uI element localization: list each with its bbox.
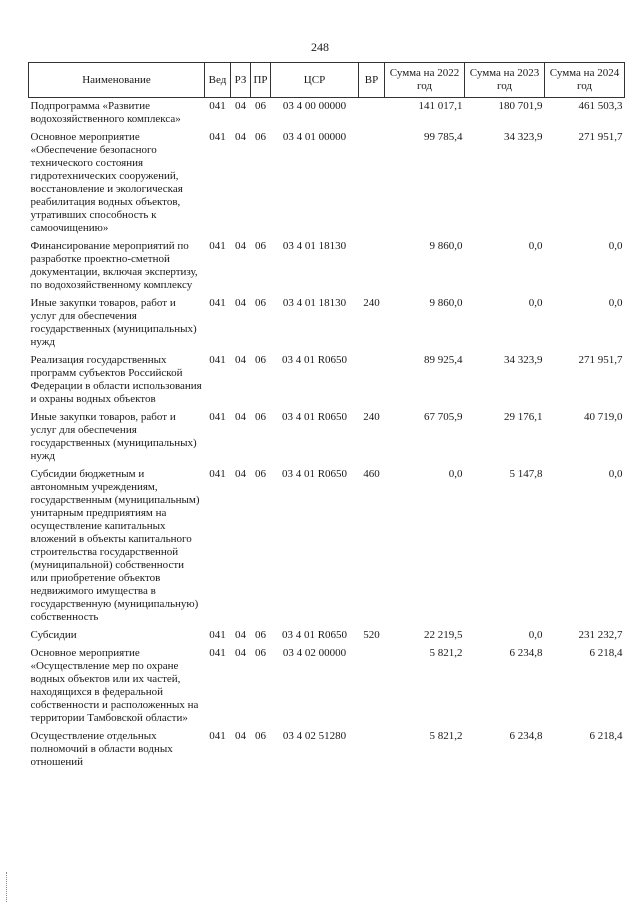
- cell-ved: 041: [209, 131, 226, 143]
- cell-sum-2024: 231 232,7: [578, 629, 623, 641]
- cell-name: Финансирование мероприятий по разработке проектно-сметной документации, включая экспертизу, по водохозяйственному комплексу: [30, 240, 198, 291]
- cell-sum-2024: 271 951,7: [578, 131, 623, 143]
- table-body: [29, 98, 625, 773]
- table-row: [29, 295, 625, 352]
- cell-sum-2024: 0,0: [608, 468, 623, 480]
- header-pr: ПР: [251, 63, 271, 98]
- cell-name: Основное мероприятие «Осуществление мер по охране водных объектов или их частей, находящихся в федеральной собственности и расположенных на территории Тамбовской области»: [30, 647, 199, 724]
- table-header-row: [29, 63, 625, 98]
- cell-pr: 06: [255, 354, 266, 366]
- cell-sum-2022: 9 860,0: [429, 297, 463, 309]
- cell-sum-2024: 0,0: [608, 240, 623, 252]
- cell-name: Иные закупки товаров, работ и услуг для обеспечения государственных (муниципальных) нужд: [30, 297, 197, 348]
- cell-pr: 06: [255, 131, 266, 143]
- header-sum-2022: Сумма на 2022 год: [385, 63, 465, 98]
- cell-csr: 03 4 02 00000: [282, 647, 347, 659]
- cell-rz: 04: [235, 411, 246, 423]
- cell-sum-2022: 89 925,4: [424, 354, 463, 366]
- table-row: [29, 466, 625, 627]
- cell-sum-2023: 29 176,1: [504, 411, 543, 423]
- header-vr: ВР: [359, 63, 385, 98]
- cell-sum-2023: 180 701,9: [498, 100, 543, 112]
- cell-rz: 04: [235, 354, 246, 366]
- cell-name: Иные закупки товаров, работ и услуг для обеспечения государственных (муниципальных) нужд: [30, 411, 197, 462]
- cell-name: Осуществление отдельных полномочий в области водных отношений: [30, 730, 173, 768]
- table-row: [29, 98, 625, 130]
- cell-csr: 03 4 01 R0650: [281, 629, 348, 641]
- cell-sum-2024: 40 719,0: [584, 411, 623, 423]
- header-name: Наименование: [29, 63, 205, 98]
- cell-pr: 06: [255, 468, 266, 480]
- cell-pr: 06: [255, 629, 266, 641]
- table-row: [29, 645, 625, 728]
- cell-sum-2022: 5 821,2: [429, 730, 463, 742]
- cell-rz: 04: [235, 131, 246, 143]
- cell-sum-2023: 0,0: [528, 629, 543, 641]
- cell-sum-2023: 5 147,8: [509, 468, 543, 480]
- cell-csr: 03 4 01 R0650: [281, 411, 348, 423]
- cell-name: Реализация государственных программ субъектов Российской Федерации в области использования и охраны водных объектов: [30, 354, 202, 405]
- cell-pr: 06: [255, 240, 266, 252]
- cell-csr: 03 4 01 18130: [282, 240, 347, 252]
- cell-name: Субсидии бюджетным и автономным учреждениям, государственным (муниципальным) унитарным предприятиям на осуществление капитальных вложений в объекты капитального строительства государственной (муниципальной) собственности или приобретение объектов недвижимого имущества в государственную (муниципальную) собственность: [30, 468, 200, 623]
- cell-sum-2024: 461 503,3: [578, 100, 623, 112]
- cell-sum-2022: 67 705,9: [424, 411, 463, 423]
- cell-rz: 04: [235, 468, 246, 480]
- cell-rz: 04: [235, 100, 246, 112]
- cell-name: Основное мероприятие «Обеспечение безопасного технического состояния гидротехнических сооружений, восстановление и экологическая реабилитация водных объектов, утративших способность к самоочищению»: [30, 131, 183, 234]
- cell-name: Подпрограмма «Развитие водохозяйственного комплекса»: [30, 100, 181, 125]
- table-row: [29, 352, 625, 409]
- cell-csr: 03 4 01 18130: [282, 297, 347, 309]
- cell-rz: 04: [235, 240, 246, 252]
- cell-sum-2022: 22 219,5: [424, 629, 463, 641]
- cell-ved: 041: [209, 354, 226, 366]
- cell-csr: 03 4 01 R0650: [281, 468, 348, 480]
- cell-ved: 041: [209, 647, 226, 659]
- cell-sum-2023: 0,0: [528, 297, 543, 309]
- cell-vr: [359, 129, 385, 238]
- cell-ved: 041: [209, 297, 226, 309]
- cell-vr: 240: [363, 411, 380, 423]
- header-ved: Вед: [205, 63, 231, 98]
- cell-vr: [359, 238, 385, 295]
- table-row: [29, 409, 625, 466]
- cell-sum-2022: 0,0: [448, 468, 463, 480]
- cell-sum-2022: 9 860,0: [429, 240, 463, 252]
- header-sum-2023: Сумма на 2023 год: [465, 63, 545, 98]
- cell-csr: 03 4 01 00000: [282, 131, 347, 143]
- cell-sum-2023: 6 234,8: [509, 647, 543, 659]
- cell-sum-2023: 34 323,9: [504, 131, 543, 143]
- cell-ved: 041: [209, 629, 226, 641]
- cell-vr: [359, 645, 385, 728]
- cell-sum-2022: 141 017,1: [418, 100, 463, 112]
- margin-mark: [6, 872, 9, 902]
- cell-sum-2023: 0,0: [528, 240, 543, 252]
- cell-sum-2022: 5 821,2: [429, 647, 463, 659]
- cell-name: Субсидии: [30, 629, 77, 641]
- header-rz: РЗ: [231, 63, 251, 98]
- cell-rz: 04: [235, 297, 246, 309]
- cell-sum-2024: 6 218,4: [589, 647, 623, 659]
- cell-pr: 06: [255, 647, 266, 659]
- cell-ved: 041: [209, 730, 226, 742]
- cell-vr: 240: [363, 297, 380, 309]
- table-row: [29, 627, 625, 645]
- cell-rz: 04: [235, 629, 246, 641]
- cell-vr: [359, 98, 385, 130]
- cell-ved: 041: [209, 468, 226, 480]
- header-sum-2024: Сумма на 2024 год: [545, 63, 625, 98]
- cell-sum-2023: 34 323,9: [504, 354, 543, 366]
- cell-csr: 03 4 01 R0650: [281, 354, 348, 366]
- cell-pr: 06: [255, 100, 266, 112]
- cell-pr: 06: [255, 411, 266, 423]
- cell-vr: [359, 352, 385, 409]
- page-number: 248: [311, 40, 329, 54]
- cell-rz: 04: [235, 647, 246, 659]
- table-row: [29, 129, 625, 238]
- budget-table: [28, 62, 625, 772]
- cell-vr: 520: [363, 629, 380, 641]
- cell-sum-2024: 0,0: [608, 297, 623, 309]
- cell-ved: 041: [209, 411, 226, 423]
- header-csr: ЦСР: [271, 63, 359, 98]
- cell-pr: 06: [255, 297, 266, 309]
- cell-csr: 03 4 02 51280: [282, 730, 347, 742]
- cell-csr: 03 4 00 00000: [282, 100, 347, 112]
- table-row: [29, 238, 625, 295]
- cell-ved: 041: [209, 100, 226, 112]
- table-row: [29, 728, 625, 772]
- cell-sum-2024: 6 218,4: [589, 730, 623, 742]
- cell-vr: [359, 728, 385, 772]
- cell-vr: 460: [363, 468, 380, 480]
- cell-sum-2022: 99 785,4: [424, 131, 463, 143]
- cell-sum-2024: 271 951,7: [578, 354, 623, 366]
- cell-rz: 04: [235, 730, 246, 742]
- cell-sum-2023: 6 234,8: [509, 730, 543, 742]
- cell-ved: 041: [209, 240, 226, 252]
- cell-pr: 06: [255, 730, 266, 742]
